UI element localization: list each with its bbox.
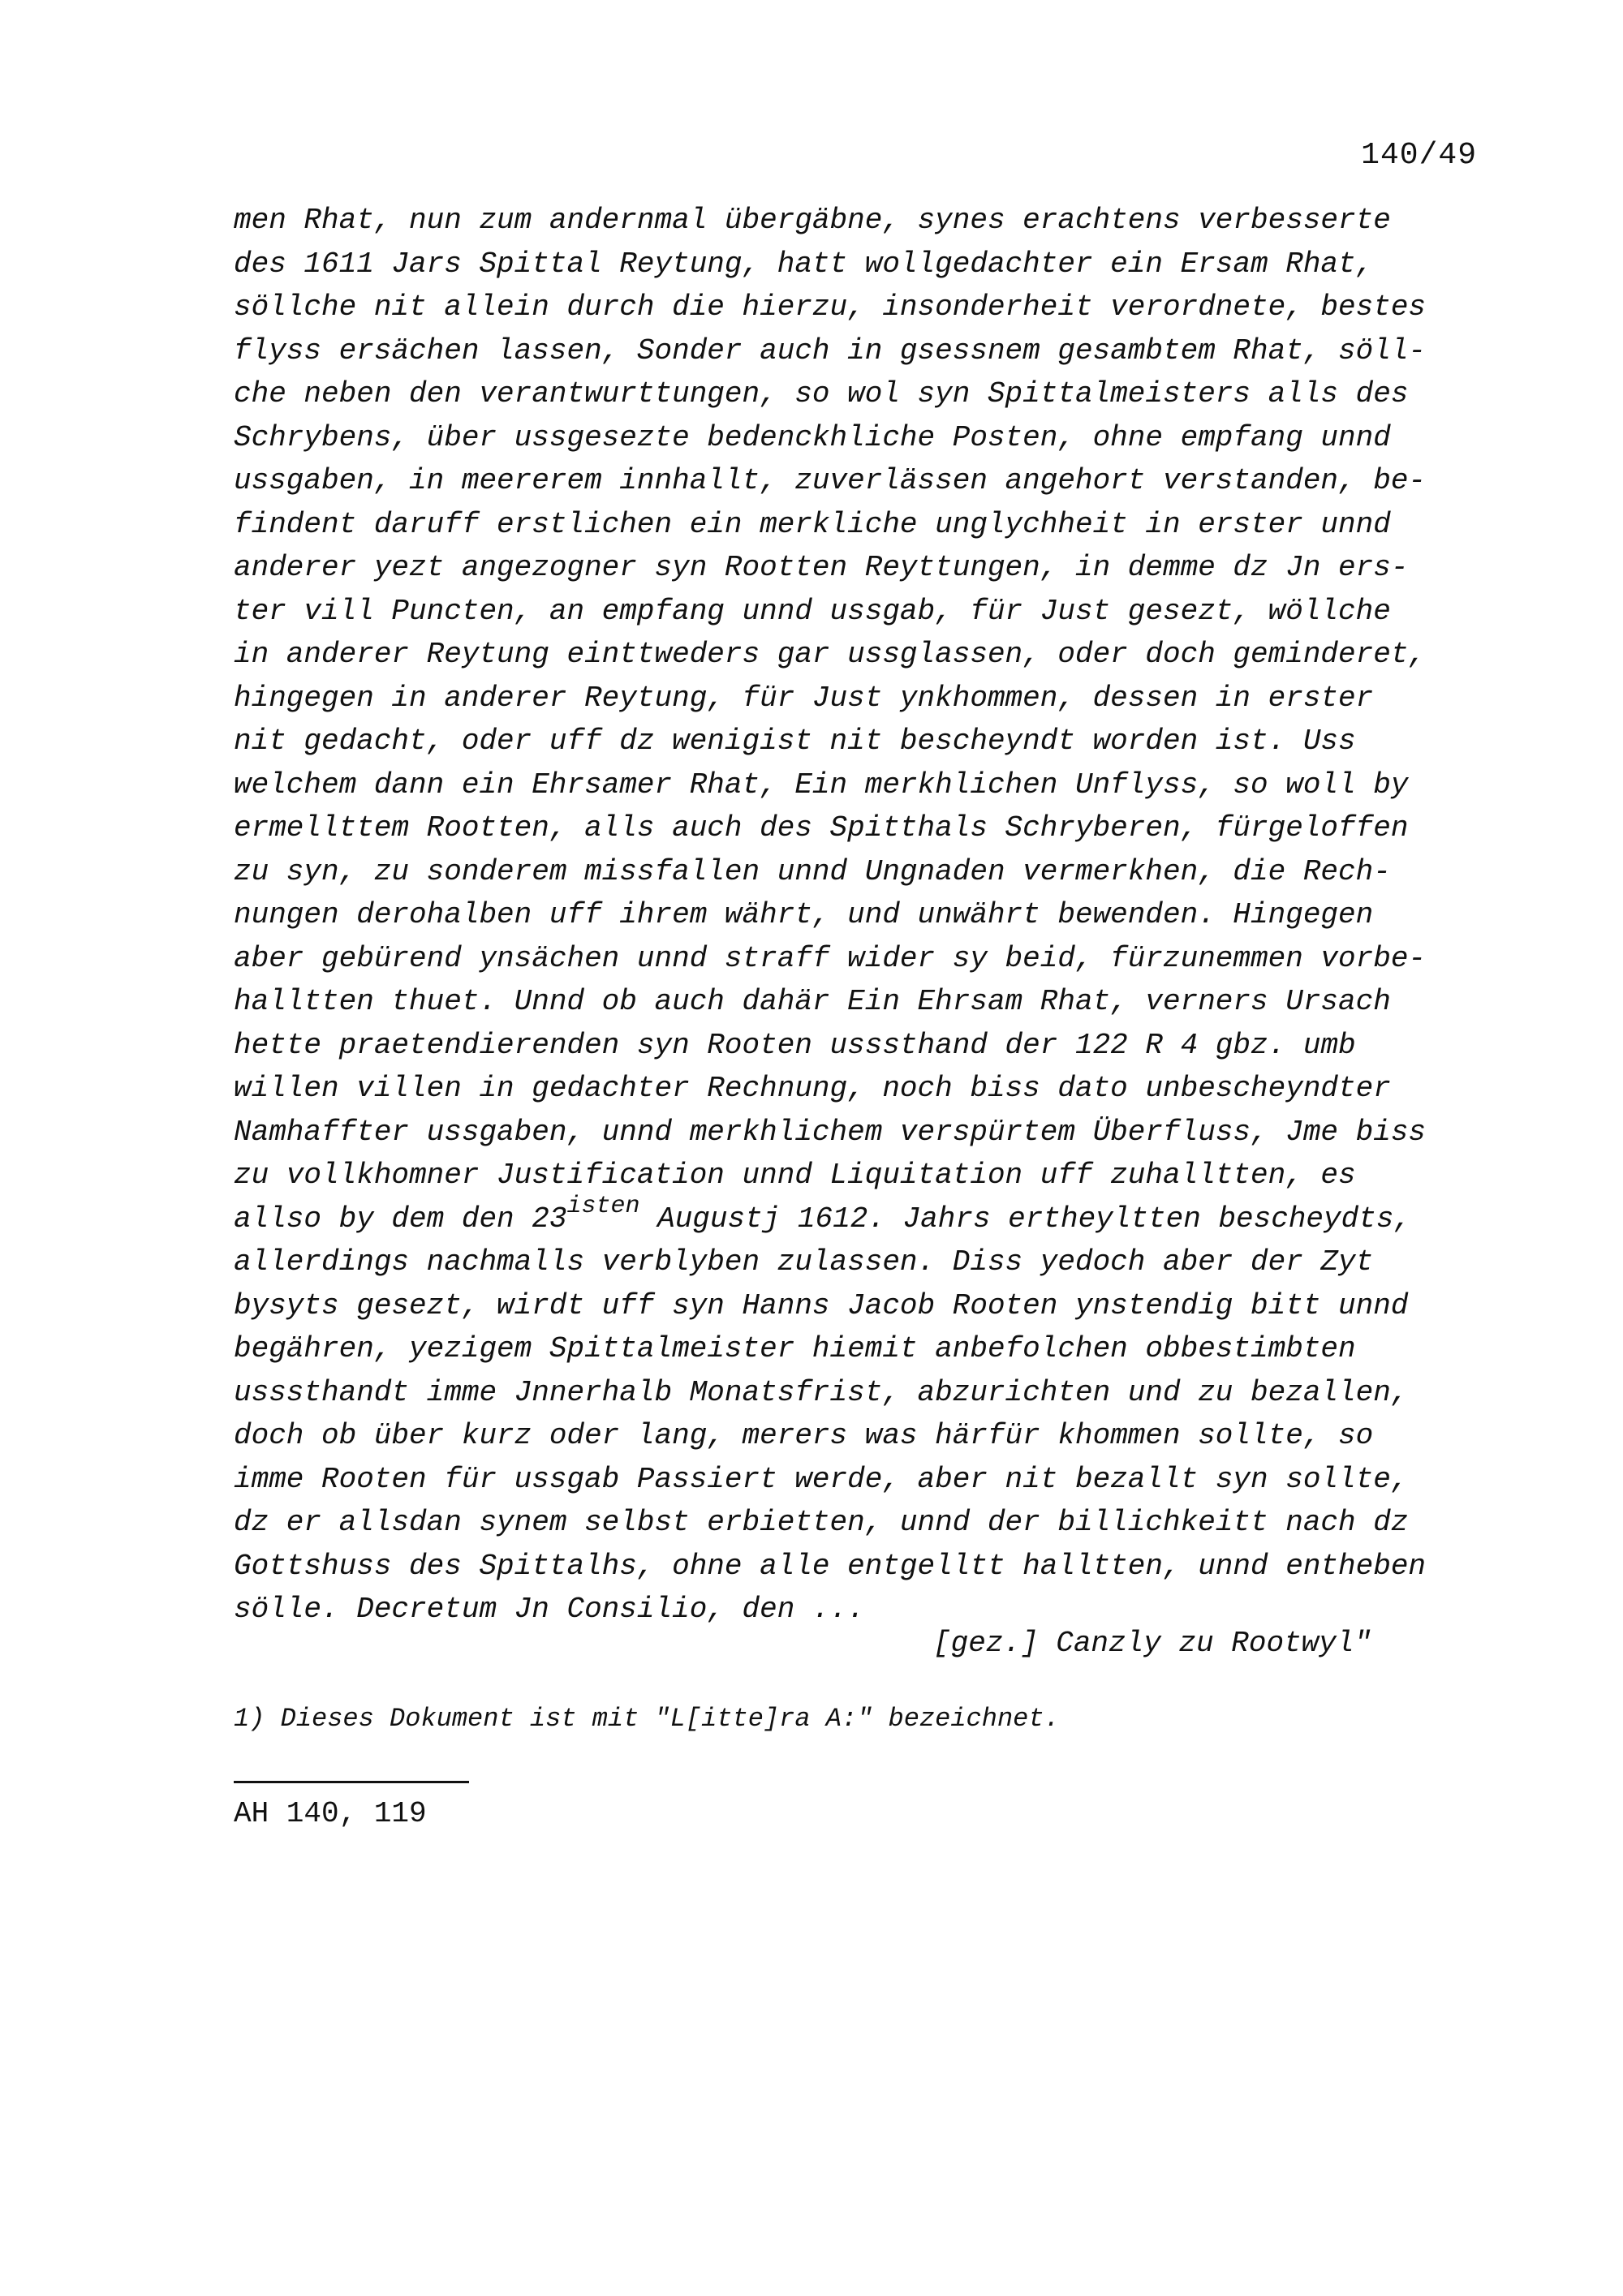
body-line: welchem dann ein Ehrsamer Rhat, Ein merkhlichen Unflyss, so woll by [234,767,1409,802]
body-line: ter vill Puncten, an empfang unnd ussgab, für Just gesezt, wöllche [234,594,1391,628]
body-line: men Rhat, nun zum andernmal übergäbne, synes erachtens verbesserte [234,204,1391,237]
body-line: doch ob über kurz oder lang, merers was härfür khommen sollte, so [234,1419,1374,1452]
body-line: anderer yezt angezogner syn Rootten Reyttungen, in demme dz Jn ers- [234,551,1409,584]
body-line: flyss ersächen lassen, Sonder auch in gsessnem gesambtem Rhat, söll- [234,333,1427,368]
body-line: che neben den verantwurttungen, so wol syn Spittalmeisters alls des [234,377,1409,411]
body-line: nit gedacht, oder uff dz wenigist nit bescheyndt worden ist. Uss [234,724,1356,758]
body-line: allerdings nachmalls verblyben zulassen. Diss yedoch aber der Zyt [234,1245,1374,1279]
body-line: zu syn, zu sonderem missfallen unnd Ungnaden vermerkhen, die Rech- [234,854,1391,888]
body-line: ussgaben, in meererem innhallt, zuverlässen angehort verstanden, be- [234,464,1427,497]
body-line: begähren, yezigem Spittalmeister hiemit anbefolchen obbestimbten [234,1332,1356,1365]
body-line: Schrybens, über ussgesezte bedenckhliche Posten, ohne empfang unnd [234,420,1391,454]
body-line: aber gebürend ynsächen unnd straff wider sy beid, fürzunemmen vorbe- [234,941,1427,975]
archive-reference: AH 140, 119 [234,1797,427,1830]
date-text-after: Augustj 1612. Jahrs ertheyltten bescheydts, [639,1202,1412,1236]
document-body [234,199,1500,1632]
body-line: willen villen in gedachter Rechnung, noch biss dato unbescheyndter [234,1072,1391,1105]
body-line: ermellttem Rootten, alls auch des Spitthals Schryberen, fürgeloffen [234,811,1409,845]
page-number: 140/49 [1361,138,1477,173]
body-line: dz er allsdan synem selbst erbietten, unnd der billichkeitt nach dz [234,1506,1409,1539]
body-line: sölle. Decretum Jn Consilio, den ... [234,1593,865,1626]
body-line: Namhaffter ussgaben, unnd merkhlichem verspürtem Überfluss, Jme biss [234,1115,1427,1149]
body-line: halltten thuet. Unnd ob auch dahär Ein Ehrsam Rhat, verners Ursach [234,985,1391,1018]
body-line: des 1611 Jars Spittal Reytung, hatt wollgedachter ein Ersam Rhat, [234,247,1374,281]
signature: [gez.] Canzly zu Rootwyl" [933,1627,1372,1660]
date-text-before: allso by dem den 23 [234,1202,567,1236]
body-line: nungen derohalben uff ihrem währt, und unwährt bewenden. Hingegen [234,898,1374,931]
body-line: imme Rooten für ussgab Passiert werde, aber nit bezallt syn sollte, [234,1462,1409,1496]
body-line: hette praetendierenden syn Rooten usssthand der 122 R 4 gbz. umb [234,1028,1356,1062]
body-line: söllche nit allein durch die hierzu, insonderheit verordnete, bestes [234,290,1427,324]
body-line: hingegen in anderer Reytung, für Just ynkhommen, dessen in erster [234,681,1374,715]
body-line: zu vollkhomner Justification unnd Liquitation uff zuhalltten, es [234,1159,1356,1192]
footnote: 1) Dieses Dokument ist mit "L[itte]ra A:" bezeichnet. [234,1704,1060,1734]
body-line: usssthandt imme Jnnerhalb Monatsfrist, abzurichten und zu bezallen, [234,1375,1409,1409]
date-superscript: isten [566,1192,640,1220]
body-line: Gottshuss des Spittalhs, ohne alle entgelltt halltten, unnd entheben [234,1549,1427,1583]
body-line: bysyts gesezt, wirdt uff syn Hanns Jacob Rooten ynstendig bitt unnd [234,1288,1409,1322]
body-line: in anderer Reytung einttweders gar ussglassen, oder doch geminderet, [234,638,1427,671]
separator-rule [234,1781,469,1783]
body-line: findent daruff erstlichen ein merkliche unglychheit in erster unnd [234,507,1391,541]
body-line-date [234,1192,1500,1241]
